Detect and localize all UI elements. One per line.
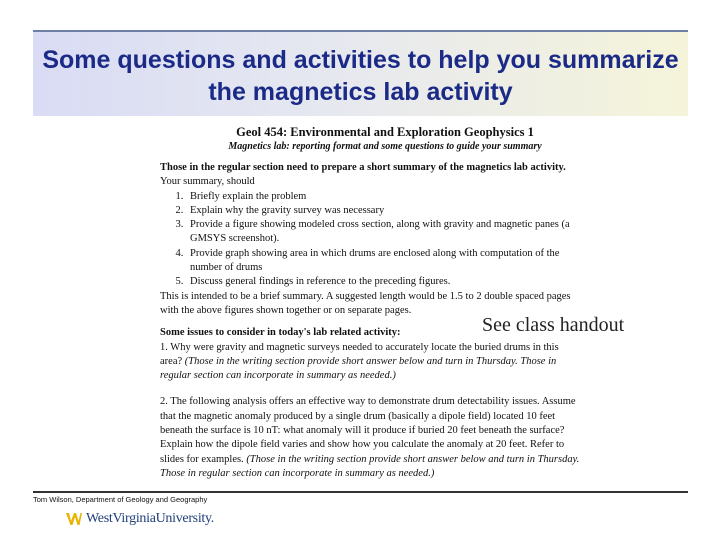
summary-item: 2. Explain why the gravity survey was necessary [186,204,580,218]
question-2-text: 2. The following analysis offers an effective way to demonstrate drum detectability issues. Assume that the magnetic anomaly produced by a single drum (basically a dipole field) located 10 feet beneath the surface is 10 nT: what anomaly will it produce if buried 20 feet beneath the surface? Explain how the dipole field varies and show how you calculate the anomaly at 20 feet. Refer to slides for examples. [160,396,576,465]
summary-item: 5. Discuss general findings in reference to the preceding figures. [186,275,580,289]
slide-title: Some questions and activities to help you summarize the magnetics lab activity [42,46,679,106]
question-2-note: (Those in the writing section provide short answer below and turn in Thursday. Those in regular section can incorporate in summary as needed.) [160,453,580,479]
summary-note: This is intended to be a brief summary. A suggested length would be 1.5 to 2 double spaced pages with the above figures shown together or on separate pages. [160,290,571,316]
summary-intro: Your summary, should [160,176,255,188]
spacer [160,383,580,395]
summary-item: 3. Provide a figure showing modeled cross section, along with gravity and magnetic panes (a GMSYS screenshot). [186,218,580,247]
summary-list [160,190,580,290]
document-subtitle: Magnetics lab: reporting format and some questions to guide your summary [228,141,542,152]
handout-document [160,118,580,493]
document-header [190,125,580,153]
question-1-text: 1. Why were gravity and magnetic surveys needed to accurately locate the buried drums in this area? [160,341,559,367]
wvu-logo-text: WestVirginiaUniversity. [86,511,215,526]
question-2 [160,395,580,481]
wv-flying-logo-icon [66,512,82,526]
course-title: Geol 454: Environmental and Exploration Geophysics 1 [236,125,534,139]
summary-item: 1. Briefly explain the problem [186,190,580,204]
footer-divider [33,491,688,493]
issues-heading: Some issues to consider in today's lab related activity: [160,327,401,339]
summary-item: 4. Provide graph showing area in which drums are enclosed along with computation of the number of drums [186,247,580,276]
regular-section-heading: Those in the regular section need to prepare a short summary of the magnetics lab activity. [160,162,566,173]
handout-label: See class handout [482,314,625,336]
question-1 [160,341,580,384]
footer-credit: Tom Wilson, Department of Geology and Geography [33,495,208,504]
wvu-logo [66,508,214,530]
question-1-note: (Those in the writing section provide short answer below and turn in Thursday. Those in regular section can incorporate in summary as needed.) [160,355,557,382]
